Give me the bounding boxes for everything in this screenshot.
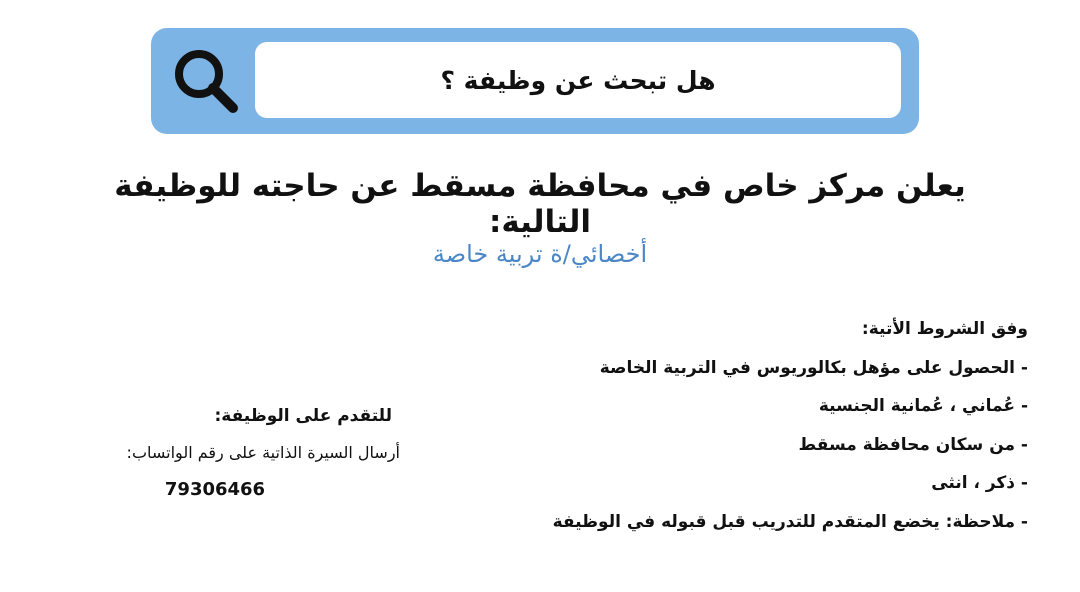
conditions-heading: وفق الشروط الأتية:: [861, 319, 1028, 339]
apply-instructions: أرسال السيرة الذاتية على رقم الواتساب:: [126, 443, 400, 462]
condition-item: - ملاحظة: يخضع المتقدم للتدريب قبل قبوله في الوظيفة: [552, 511, 1028, 532]
whatsapp-number: 79306466: [164, 479, 266, 500]
job-title: أخصائي/ة تربية خاصة: [432, 240, 648, 268]
search-icon: [169, 44, 245, 120]
apply-title: للتقدم على الوظيفة:: [214, 406, 392, 426]
conditions-list: [488, 310, 1028, 541]
announcement-headline: يعلن مركز خاص في محافظة مسقط عن حاجته للوظيفة التالية:: [114, 168, 966, 240]
condition-item: - ذكر ، انثى: [931, 473, 1028, 493]
condition-item: - الحصول على مؤهل بكالوريوس في التربية الخاصة: [599, 357, 1028, 378]
apply-section: [30, 398, 400, 508]
condition-item: - عُماني ، عُمانية الجنسية: [818, 396, 1028, 416]
condition-item: - من سكان محافظة مسقط: [798, 434, 1028, 455]
search-question-text: هل تبحث عن وظيفة ؟: [255, 42, 901, 118]
search-banner: [151, 28, 919, 134]
